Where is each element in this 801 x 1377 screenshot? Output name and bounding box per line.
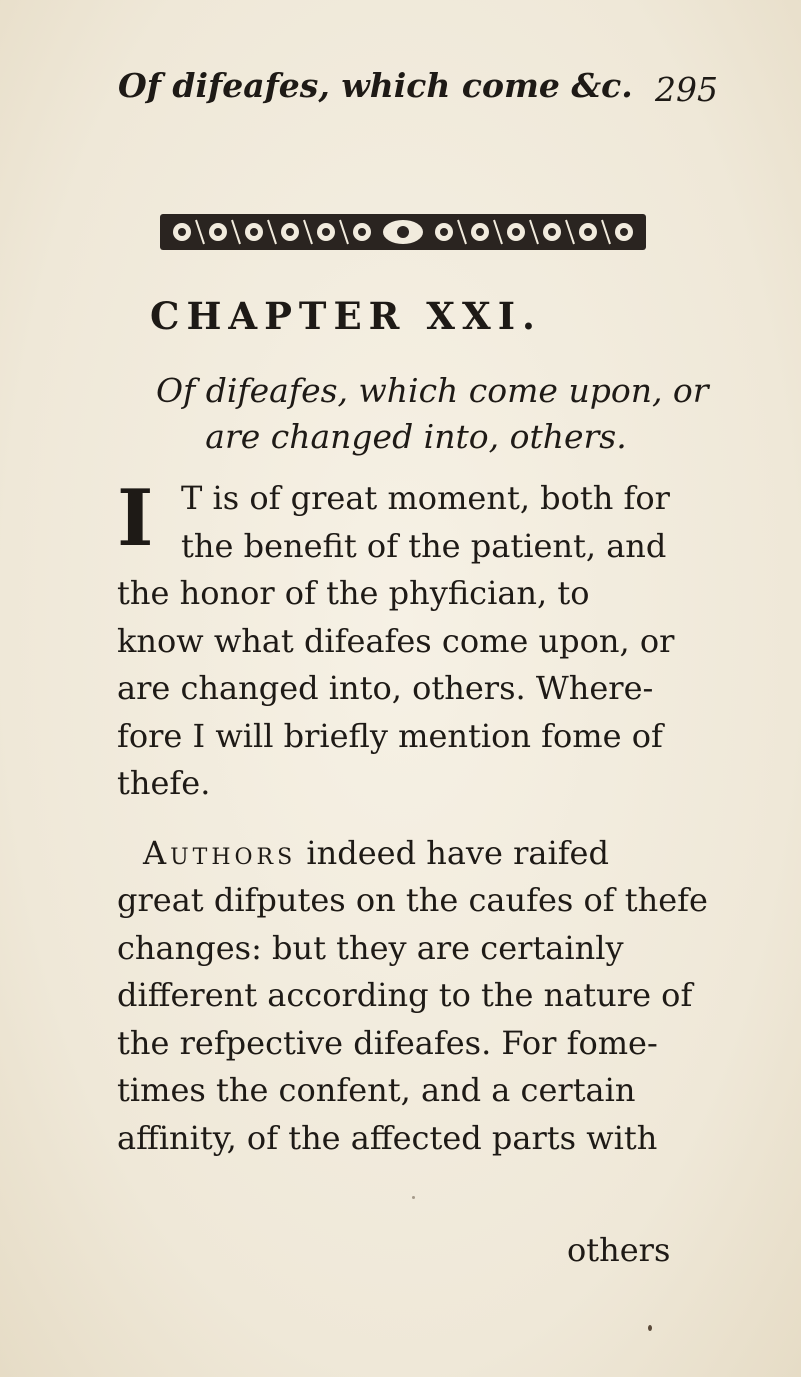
text-line: great difputes on the caufes of thefe [117,881,708,919]
text-fragment: indeed have raifed [296,833,609,872]
lead-word: Authors [143,833,297,872]
chapter-title-line: are changed into, others. [205,417,627,456]
running-head [118,66,718,116]
chapter-heading: CHAPTER XXI. [150,294,542,338]
paragraph [117,475,677,808]
fleuron-ornament-icon [160,212,646,252]
chapter-title-line: Of difeafes, which come upon, or [156,371,709,410]
text-line: different according to the nature of [117,976,693,1014]
text-line: times the confent, and a certain [117,1071,636,1109]
chapter-title [156,368,709,460]
paragraph [117,830,708,1163]
paper-speck [648,1325,652,1331]
page-number: 295 [655,70,718,109]
text-line: fore I will briefly mention fome of [117,716,663,755]
text-line: affinity, of the affected parts with [117,1118,658,1157]
text-line: the honor of the phyfician, to [117,574,590,612]
text-line: thefe. [117,764,211,802]
text-line [117,830,677,878]
body-text [117,473,708,1162]
running-title: Of difeafes, which come &c. [118,66,633,105]
text-line: the benefit of the patient, and [181,526,667,565]
text-line: T is of great moment, both for [181,479,670,517]
text-line: are changed into, others. Where- [117,669,654,707]
drop-cap: I [117,473,154,564]
text-line: know what difeafes come upon, or [117,621,675,660]
text-line: changes: but they are certainly [117,928,624,967]
paper-speck [412,1196,415,1199]
text-line: the refpective difeafes. For fome- [117,1023,658,1062]
catchword: others [567,1231,671,1269]
